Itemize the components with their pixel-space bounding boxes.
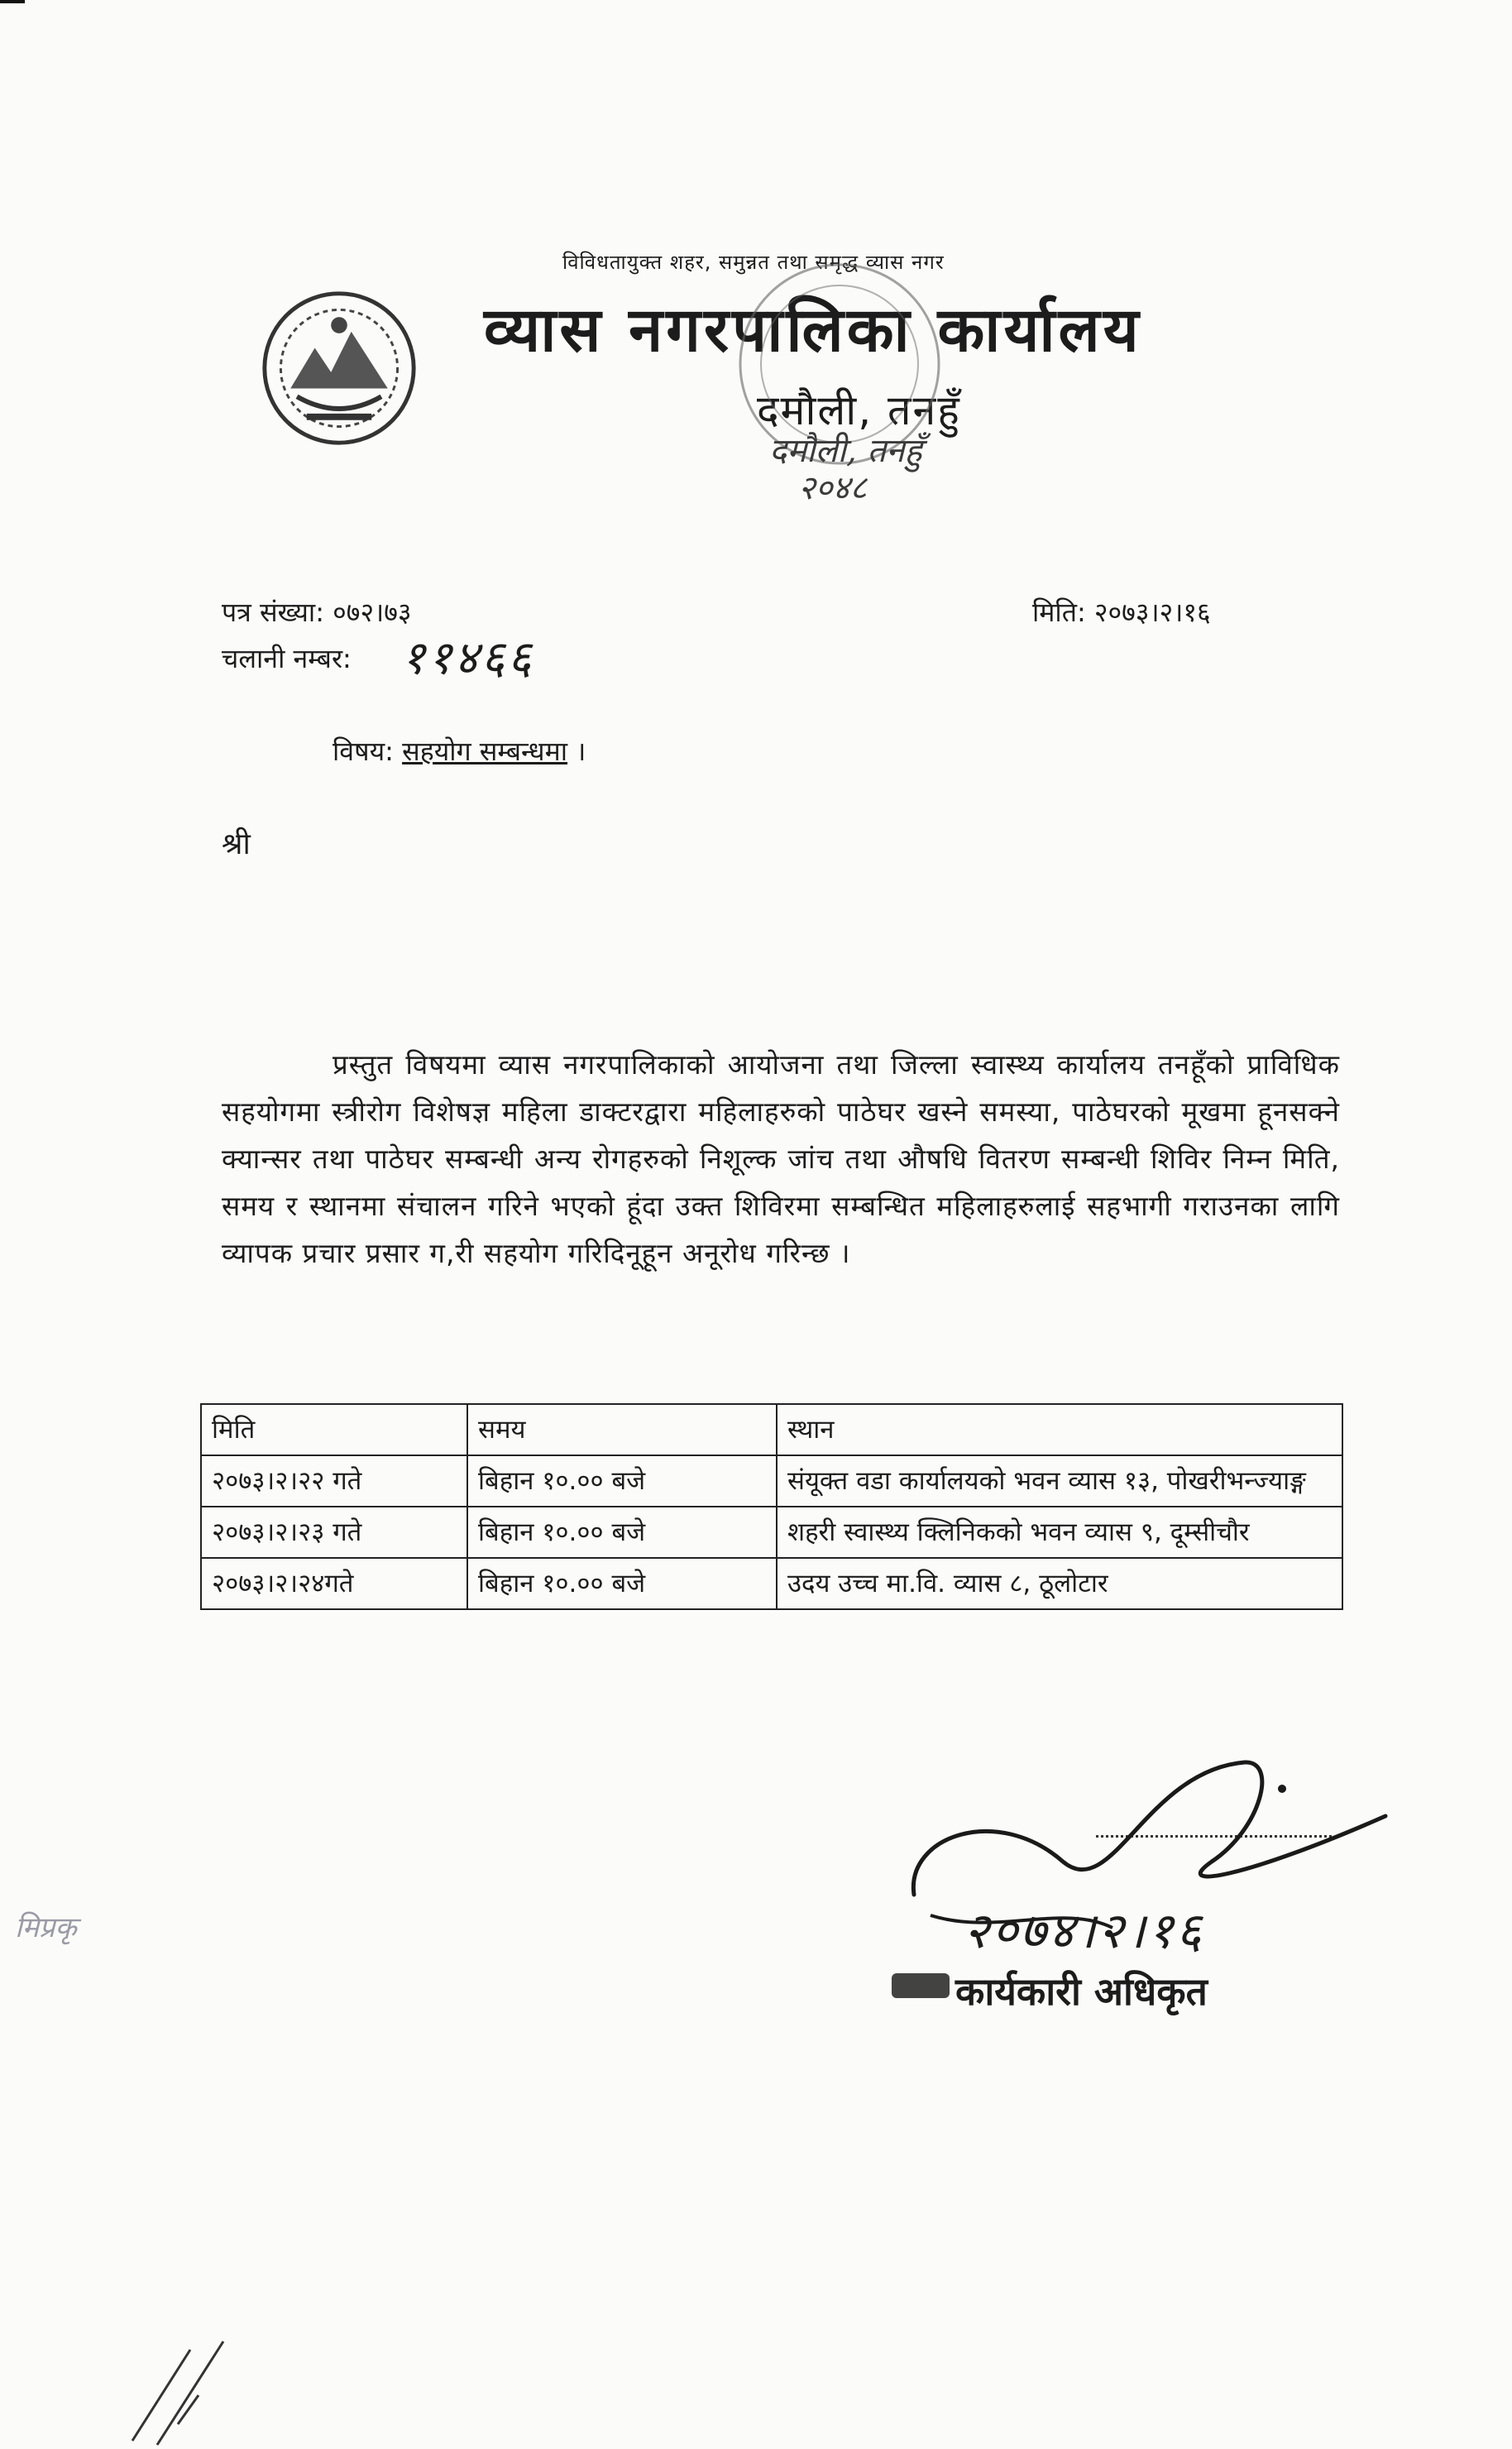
cell-place: संयूक्त वडा कार्यालयको भवन व्यास १३, पोखरीभन्ज्याङ्ग: [777, 1455, 1342, 1507]
office-title: व्यास नगरपालिका कार्यालय: [484, 295, 1142, 366]
header-tagline: विविधतायुक्त शहर, समुन्नत तथा समृद्ध व्यास नगर: [562, 251, 945, 274]
table-row: [201, 1507, 1342, 1558]
letter-date: मिति: २०७३।२।१६: [1032, 597, 1211, 628]
salutation: श्री: [222, 827, 251, 861]
letter-body: प्रस्तुत विषयमा व्यास नगरपालिकाको आयोजना तथा जिल्ला स्वास्थ्य कार्यालय तनहूँको प्राविधिक सहयोगमा स्त्रीरोग विशेषज्ञ महिला डाक्टरद्वारा महिलाहरुको पाठेघर खस्ने समस्या, पाठेघरको मूखमा हूनसक्ने क्यान्सर तथा पाठेघर सम्बन्धी अन्य रोगहरुको निशूल्क जांच तथा औषधि वितरण सम्बन्धी शिविर निम्न मिति, समय र स्थानमा संचालन गरिने भएको हूंदा उक्त शिविरमा सम्बन्धित महिलाहरुलाई सहभागी गराउनका लागि व्यापक प्रचार प्रसार ग,री सहयोग गरिदिनूहून अनूरोध गरिन्छ ।: [222, 1048, 1340, 1269]
cell-date: २०७३।२।२३ गते: [201, 1507, 467, 1558]
cell-date: २०७३।२।२२ गते: [201, 1455, 467, 1507]
margin-stamp-faded: मिप्रकृ: [15, 1911, 77, 1944]
signature-date-handwritten: २०७४।२।१६: [964, 1902, 1204, 1960]
signatory-title: कार्यकारी अधिकृत: [955, 1969, 1208, 2014]
dispatch-number-handwritten: ११४६६: [401, 631, 534, 685]
cell-place: शहरी स्वास्थ्य क्लिनिकको भवन व्यास ९, दूम्सीचौर: [777, 1507, 1342, 1558]
dispatch-number-label: चलानी नम्बर:: [222, 643, 352, 674]
scan-corner-mark: [0, 0, 25, 3]
subject-end: ।: [576, 736, 586, 767]
cell-date: २०७३।२।२४गते: [201, 1558, 467, 1609]
table-header-row: [201, 1404, 1342, 1455]
ink-smudge: [892, 1973, 950, 1998]
column-header-date: मिति: [201, 1404, 467, 1455]
office-location: दमौली, तनहुँ: [757, 386, 961, 434]
subject-label: विषय:: [333, 736, 394, 767]
subject-line: [333, 733, 586, 769]
cell-time: बिहान १०.०० बजे: [467, 1455, 777, 1507]
camp-schedule-table: [200, 1403, 1343, 1610]
government-emblem-icon: [258, 281, 420, 455]
stamp-location: दमौली, तनहुँ: [769, 432, 922, 470]
column-header-place: स्थान: [777, 1404, 1342, 1455]
cell-place: उदय उच्च मा.वि. व्यास ८, ठूलोटार: [777, 1558, 1342, 1609]
stamp-year: २०४८: [798, 469, 868, 507]
cell-time: बिहान १०.०० बजे: [467, 1558, 777, 1609]
pen-scratch-mark-icon: [99, 2333, 265, 2449]
letter-number: पत्र संख्या: ०७२।७३: [222, 597, 412, 628]
cell-time: बिहान १०.०० बजे: [467, 1507, 777, 1558]
subject-text: सहयोग सम्बन्धमा: [402, 736, 568, 767]
column-header-time: समय: [467, 1404, 777, 1455]
table-row: [201, 1558, 1342, 1609]
table-row: [201, 1455, 1342, 1507]
